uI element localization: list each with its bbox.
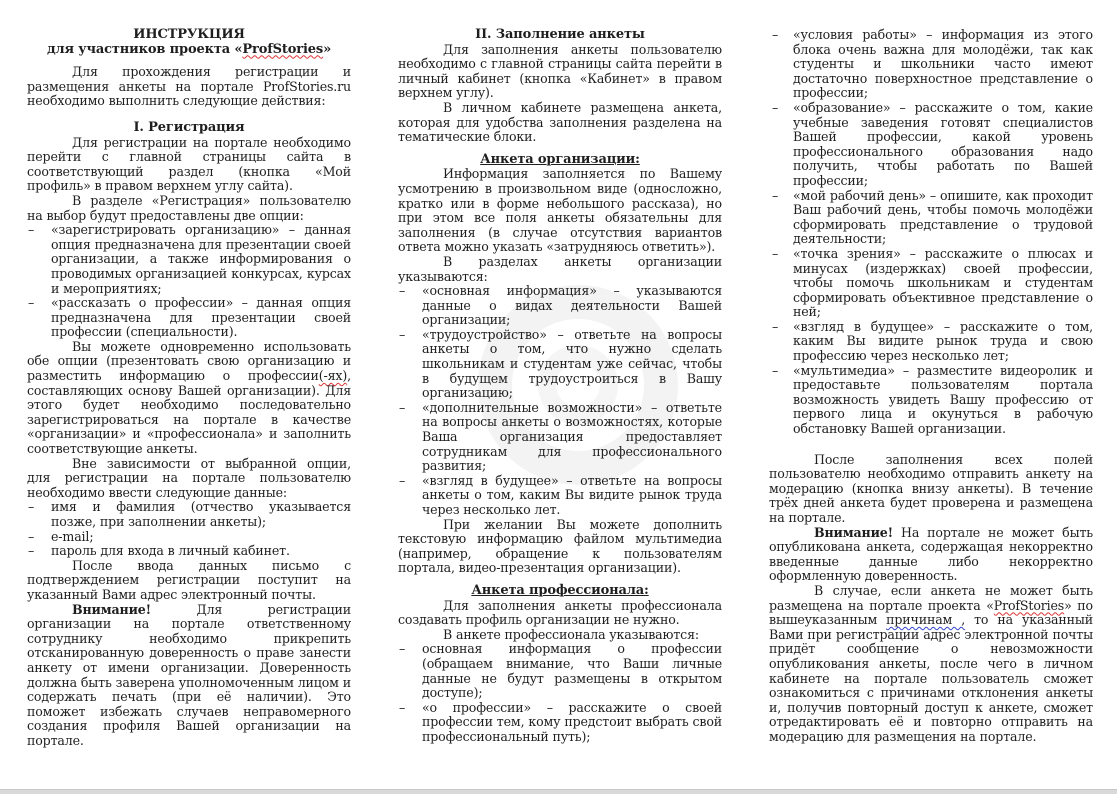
required-fields-list xyxy=(27,500,351,558)
list-item: – «основная информация» – указываются данные о видах деятельности Вашей организации; xyxy=(398,284,722,328)
column-3 xyxy=(769,28,1093,745)
text: » по вышеуказанным xyxy=(769,597,1093,628)
org-form-sections-list xyxy=(398,284,722,518)
paragraph xyxy=(27,340,351,457)
rejection-paragraph xyxy=(769,584,1093,745)
spellcheck-flag: (-ях) xyxy=(318,368,348,384)
text: Для регистрации организации на портале ответственному сотруднику необходимо прикрепить отсканированную доверенность о праве занести анкету от имени организации. Доверенность должна быть заверена уполномоченным лицом и содержать печать (при её наличии). Это поможет избежать случаев неправомерного создания профиля Вашей организации на портале. xyxy=(27,601,351,748)
subtitle-prefix: для участников проекта « xyxy=(46,41,243,57)
paragraph: В личном кабинете размещена анкета, которая для удобства заполнения разделена на тематические блоки. xyxy=(398,99,722,145)
text: , составляющих основу Вашей организации). Для этого будет необходимо последовательно зарегистрироваться на портале в качестве «организации» и «профессионала» и заполнить соответствующие анкеты. xyxy=(27,368,351,457)
registration-options-list xyxy=(27,223,351,340)
document-title: ИНСТРУКЦИЯ xyxy=(133,27,245,42)
pro-form-sections-list-continued xyxy=(769,28,1093,437)
list-item: – «образование» – расскажите о том, какие учебные заведения готовят специалистов Вашей профессии, какой уровень профессионального образования надо получить, чтобы работать по Вашей профессии; xyxy=(769,101,1093,189)
list-item: – «о профессии» – расскажите о своей профессии тем, кому предстоит выбрать свой профессиональный путь); xyxy=(398,701,722,745)
list-item: – e-mail; xyxy=(27,530,351,545)
list-item: – «зарегистрировать организацию» – данная опция предназначена для презентации своей организации, а также информирования о проводимых организацией конкурсах, курсах и мероприятиях; xyxy=(27,223,351,296)
document-subtitle xyxy=(27,43,351,58)
paragraph: Для регистрации на портале необходимо перейти с главной страницы сайта в соответствующий раздел (кнопка «Мой профиль» в правом верхнем углу сайта). xyxy=(27,134,351,194)
list-item: – «условия работы» – информация из этого блока очень важна для молодёжи, так как студенты и школьники часто имеют достаточно поверхностное представление о профессии; xyxy=(769,28,1093,101)
attention-paragraph xyxy=(27,603,351,749)
paragraph: Для заполнения анкеты профессионала создавать профиль организации не нужно. xyxy=(398,597,722,628)
list-item: – «взгляд в будущее» – расскажите о том, каким Вы видите рынок труда и свою профессию через несколько лет; xyxy=(769,320,1093,364)
paragraph: После ввода данных письмо с подтверждением регистрации поступит на указанный Вами адрес электронный почты. xyxy=(27,557,351,602)
paragraph: При желании Вы можете дополнить текстовую информацию файлом мультимедиа (например, обращение к пользователям портала, видео-презентация организации). xyxy=(398,516,722,576)
paragraph: В разделах анкеты организации указываются: xyxy=(398,253,722,284)
text: то на указанный Вами при регистрации адрес электронной почты придёт сообщение о невозможности опубликования анкеты, после чего в личном кабинете на портале пользователь сможет ознакомиться с причинами отклонения анкеты и, получив повторный доступ к анкете, сможет отредактировать её и повторно отправить на модерацию для размещения на портале. xyxy=(769,612,1094,744)
intro-paragraph: Для прохождения регистрации и размещения анкеты на портале ProfStories.ru необходимо выполнить следующие действия: xyxy=(27,64,351,109)
list-item: – «дополнительные возможности» – ответьте на вопросы анкеты о возможностях, которые Ваша организация предоставляет сотрудникам для профессионального развития; xyxy=(398,401,722,474)
list-item: – «точка зрения» – расскажите о плюсах и минусах (издержках) своей профессии, чтобы помочь школьникам и студентам сформировать объективное представление о ней; xyxy=(769,247,1093,320)
attention-paragraph xyxy=(769,526,1093,584)
spacer xyxy=(27,109,351,117)
paragraph: После заполнения всех полей пользователю необходимо отправить анкету на модерацию (кнопка внизу анкеты). В течение трёх дней анкета будет проверена и размещена на портале. xyxy=(769,451,1093,525)
paragraph: Вне зависимости от выбранной опции, для регистрации на портале пользователю необходимо ввести следующие данные: xyxy=(27,455,351,500)
grammar-flag: причинам , xyxy=(886,612,966,628)
pro-form-sections-list xyxy=(398,642,722,744)
column-1 xyxy=(27,28,351,749)
subheading-pro-form: Анкета профессионала: xyxy=(471,582,649,598)
column-2 xyxy=(398,28,722,745)
list-item: – «взгляд в будущее» – ответьте на вопросы анкеты о том, каким Вы видите рынок труда через несколько лет. xyxy=(398,474,722,518)
subtitle-suffix: » xyxy=(323,41,332,57)
paragraph: В разделе «Регистрация» пользователю на выбор будут предоставлены две опции: xyxy=(27,192,351,223)
spacer xyxy=(769,437,1093,453)
brand-name: ProfStories xyxy=(993,597,1065,613)
list-item: – «мой рабочий день» – опишите, как проходит Ваш рабочий день, чтобы помочь молодёжи сформировать представление о трудовой деятельности; xyxy=(769,189,1093,247)
section-heading-filling: II. Заполнение анкеты xyxy=(475,27,645,42)
text: На портале не может быть опубликована анкета, содержащая некорректно введенные данные либо некорректно оформленную доверенность. xyxy=(769,524,1093,584)
list-item: – «рассказать о профессии» – данная опция предназначена для презентации своей профессии (специальности). xyxy=(27,296,351,340)
attention-label: Внимание! xyxy=(814,524,894,540)
page-bottom-edge xyxy=(0,789,1117,794)
section-heading-registration: I. Регистрация xyxy=(133,119,245,135)
list-item: – пароль для входа в личный кабинет. xyxy=(27,544,351,559)
text: В случае, если анкета не может быть размещена на портале проекта « xyxy=(769,582,1093,613)
list-item: – «трудоустройство» – ответьте на вопросы анкеты о том, что нужно сделать школьникам и студентам уже сейчас, чтобы в будущем трудоустроиться в Вашу организацию; xyxy=(398,328,722,401)
subheading-org-form: Анкета организации: xyxy=(480,151,640,167)
list-item: – имя и фамилия (отчество указывается позже, при заполнении анкеты); xyxy=(27,500,351,529)
paragraph: Для заполнения анкеты пользователю необходимо с главной страницы сайта перейти в личный кабинет (кнопка «Кабинет» в правом верхнем углу). xyxy=(398,41,722,101)
list-item: – основная информация о профессии (обращаем внимание, что Ваши личные данные не будут размещены в открытом доступе); xyxy=(398,642,722,700)
brand-name: ProfStories xyxy=(242,41,324,57)
paragraph: Информация заполняется по Вашему усмотрению в произвольном виде (односложно, кратко или в форме небольшого рассказа), но при этом все поля анкеты обязательны для заполнения (в случае отсутствия вариантов ответа можно указать «затрудняюсь ответить»). xyxy=(398,166,722,255)
attention-label: Внимание! xyxy=(72,601,152,617)
list-item: – «мультимедиа» – разместите видеоролик и предоставьте пользователям портала возможность увидеть Вашу профессию от первого лица и окунуться в рабочую обстановку Вашей организации. xyxy=(769,364,1093,437)
text: Вы можете одновременно использовать обе опции (презентовать свою организацию и разместить информацию о профессии xyxy=(27,338,351,384)
paragraph: В анкете профессионала указываются: xyxy=(443,626,699,642)
